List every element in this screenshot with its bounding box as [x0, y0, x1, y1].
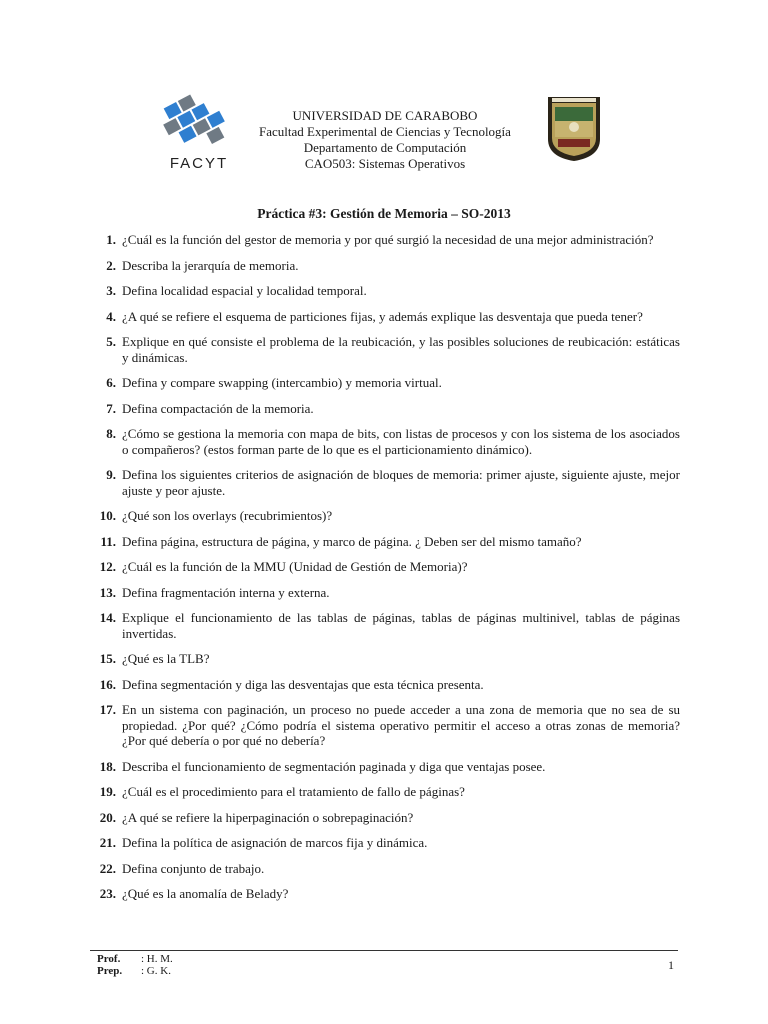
prof-value: : H. M.	[141, 953, 173, 965]
question-number: 5.	[106, 334, 116, 349]
question-item	[92, 585, 680, 601]
question-text: ¿Qué son los overlays (recubrimientos)?	[122, 508, 333, 523]
question-text: ¿Cuál es el procedimiento para el tratamiento de fallo de páginas?	[122, 784, 465, 799]
question-number: 1.	[106, 232, 116, 247]
question-item	[92, 283, 680, 299]
question-text: Explique el funcionamiento de las tablas de páginas, tablas de páginas multinivel, tablas de páginas invertidas.	[122, 610, 680, 641]
question-number: 6.	[106, 375, 116, 390]
question-item	[92, 401, 680, 417]
question-item	[92, 258, 680, 274]
question-text: Describa el funcionamiento de segmentación paginada y diga que ventajas posee.	[122, 758, 546, 774]
prof-label: Prof.	[97, 953, 121, 965]
question-text: Describa la jerarquía de memoria.	[122, 257, 299, 273]
question-number: 17.	[99, 702, 116, 717]
question-number: 3.	[106, 283, 116, 298]
question-number: 20.	[99, 809, 116, 825]
question-item	[92, 702, 680, 749]
question-item	[92, 861, 680, 877]
question-text: ¿A qué se refiere el esquema de particiones fijas, y además explique las desventaja que pueda tener?	[122, 308, 643, 324]
question-text: ¿Cuál es la función de la MMU (Unidad de Gestión de Memoria)?	[122, 559, 468, 574]
question-text: Defina conjunto de trabajo.	[122, 860, 265, 876]
question-text: Defina segmentación y diga las desventajas que esta técnica presenta.	[122, 676, 484, 692]
question-number: 14.	[99, 610, 116, 625]
question-number: 7.	[106, 400, 116, 416]
question-item	[92, 810, 680, 826]
page-number: 1	[668, 958, 674, 972]
facyt-logo-text: FACYT	[169, 155, 229, 172]
question-item	[92, 886, 680, 902]
question-number: 11.	[100, 533, 116, 549]
question-text: Defina la política de asignación de marcos fija y dinámica.	[122, 835, 428, 850]
question-text: Defina y compare swapping (intercambio) y memoria virtual.	[122, 375, 442, 390]
question-item	[92, 334, 680, 365]
question-item	[92, 677, 680, 693]
question-number: 18.	[99, 758, 116, 774]
university-seal-logo	[546, 95, 602, 163]
question-number: 22.	[99, 860, 116, 876]
question-text: ¿Cómo se gestiona la memoria con mapa de bits, con listas de procesos y con los sistema de los asociados o compañeros? (estos forman parte de lo que es el particionamiento dinámico).	[122, 426, 680, 457]
department-name: Departamento de Computación	[303, 140, 467, 155]
question-number: 2.	[106, 257, 116, 273]
question-text: Defina localidad espacial y localidad temporal.	[122, 283, 367, 298]
question-list	[92, 232, 680, 912]
question-item	[92, 534, 680, 550]
question-item	[92, 508, 680, 524]
footer-divider	[90, 950, 678, 951]
prep-label: Prep.	[97, 965, 123, 977]
question-item	[92, 784, 680, 800]
question-number: 13.	[99, 584, 116, 600]
question-text: Explique en qué consiste el problema de la reubicación, y las posibles soluciones de reubicación: estáticas y dinámicas.	[122, 334, 680, 365]
question-text: ¿Qué es la TLB?	[122, 651, 210, 666]
faculty-name: Facultad Experimental de Ciencias y Tecnología	[259, 124, 511, 139]
question-number: 21.	[99, 835, 116, 850]
footer-credits	[97, 953, 173, 977]
question-item	[92, 559, 680, 575]
question-number: 12.	[99, 559, 116, 574]
question-text: ¿Qué es la anomalía de Belady?	[122, 886, 289, 901]
question-item	[92, 232, 680, 248]
question-number: 16.	[99, 676, 116, 692]
question-number: 10.	[99, 508, 116, 523]
question-number: 23.	[99, 886, 116, 901]
question-item	[92, 467, 680, 498]
question-number: 8.	[106, 426, 116, 441]
question-text: En un sistema con paginación, un proceso no puede acceder a una zona de memoria que no sea de su propiedad. ¿Por qué? ¿Cómo podría el sistema operativo permitir el acceso a otras zonas de memoria? ¿Por qué debería o por qué no debería?	[122, 702, 680, 748]
question-item	[92, 375, 680, 391]
course-name: CAO503: Sistemas Operativos	[304, 156, 466, 171]
document-header	[250, 108, 520, 172]
question-text: Defina página, estructura de página, y marco de página. ¿ Deben ser del mismo tamaño?	[122, 533, 582, 549]
practice-title: Práctica #3: Gestión de Memoria – SO-2013	[257, 206, 511, 221]
facyt-logo	[160, 90, 238, 172]
question-item	[92, 835, 680, 851]
question-item	[92, 610, 680, 641]
question-item	[92, 309, 680, 325]
question-item	[92, 759, 680, 775]
question-number: 4.	[106, 308, 116, 324]
question-text: Defina fragmentación interna y externa.	[122, 584, 330, 600]
question-text: Defina compactación de la memoria.	[122, 400, 314, 416]
question-text: Defina los siguientes criterios de asignación de bloques de memoria: primer ajuste, siguiente ajuste, mejor ajuste y peor ajuste.	[122, 467, 680, 498]
question-item	[92, 651, 680, 667]
question-text: ¿A qué se refiere la hiperpaginación o sobrepaginación?	[122, 809, 414, 825]
university-name: UNIVERSIDAD DE CARABOBO	[292, 108, 478, 123]
prep-value: : G. K.	[141, 965, 171, 977]
question-text: ¿Cuál es la función del gestor de memoria y por qué surgió la necesidad de una mejor administración?	[122, 232, 654, 247]
question-number: 15.	[99, 651, 116, 666]
question-number: 19.	[99, 784, 116, 799]
question-number: 9.	[106, 467, 116, 482]
question-item	[92, 426, 680, 457]
